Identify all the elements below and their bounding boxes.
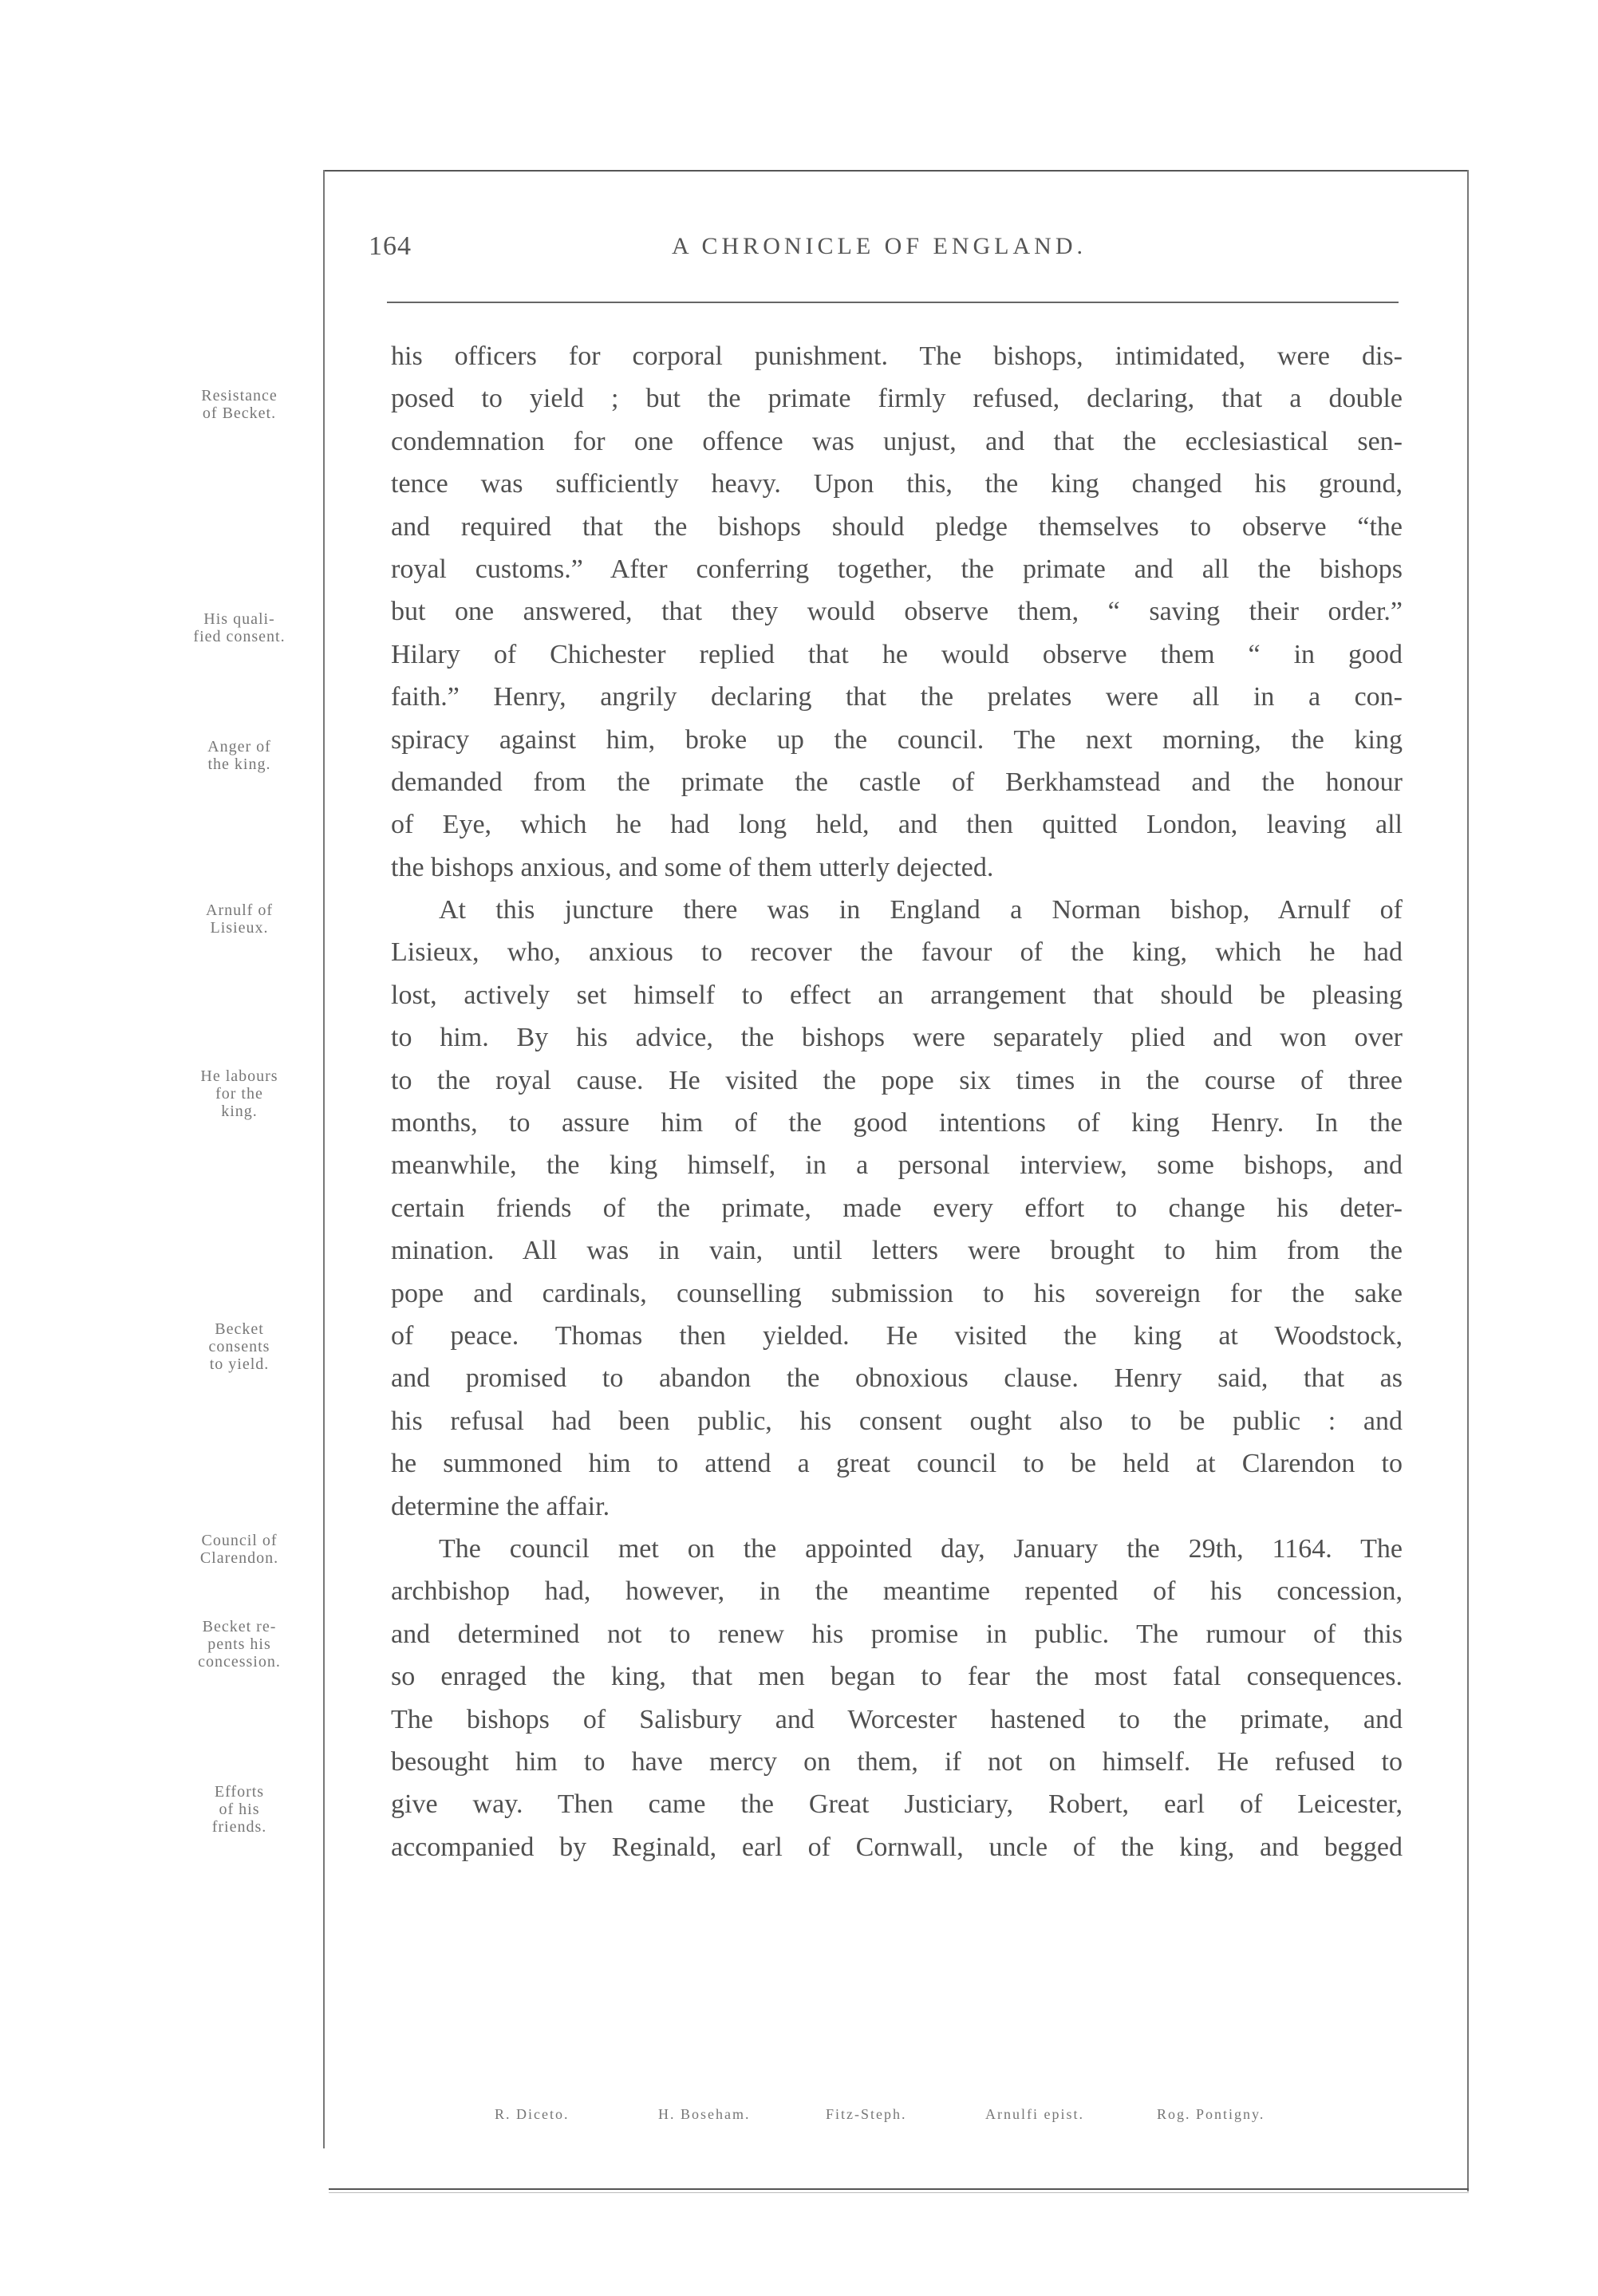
margin-note-line: consents [208, 1338, 270, 1355]
text-line: Hilary of Chichester replied that he would observe them “ in good [391, 639, 1403, 669]
text-line: but one answered, that they would observe them, “ saving their order.” [391, 597, 1403, 627]
text-line: and required that the bishops should pledge themselves to observe “the [391, 511, 1403, 542]
margin-note-line: Efforts [214, 1783, 265, 1801]
text-line: condemnation for one offence was unjust, and that the ecclesiastical sen- [391, 426, 1403, 456]
margin-note-line: His quali- [203, 610, 275, 628]
margin-note-resistance-of-becket [160, 387, 319, 422]
text-line: faith.” Henry, angrily declaring that the prelates were all in a con- [391, 682, 1403, 712]
margin-note-line: concession. [198, 1653, 281, 1671]
margin-note-line: of his [219, 1801, 260, 1818]
margin-note-line: friends. [211, 1818, 267, 1836]
text-line: mination. All was in vain, until letters were brought to him from the [391, 1236, 1403, 1266]
margin-note-line: Becket [215, 1320, 264, 1338]
margin-note-line: Anger of [207, 738, 271, 755]
running-head: A CHRONICLE OF ENGLAND. [672, 233, 1087, 259]
text-line: months, to assure him of the good intentions of king Henry. In the [391, 1108, 1403, 1138]
text-line: of peace. Thomas then yielded. He visited the king at Woodstock, [391, 1320, 1403, 1351]
frame-bottom-border [329, 2188, 1469, 2190]
text-line: of Eye, which he had long held, and then quitted London, leaving all [391, 810, 1403, 840]
footer-source: Rog. Pontigny. [1157, 2106, 1265, 2122]
text-line: royal customs.” After conferring together, the primate and all the bishops [391, 554, 1403, 584]
margin-note-line: Clarendon. [199, 1549, 279, 1567]
footer-source: H. Boseham. [658, 2106, 751, 2122]
text-line: certain friends of the primate, made every effort to change his deter- [391, 1193, 1403, 1223]
text-line: tence was sufficiently heavy. Upon this, the king changed his ground, [391, 469, 1403, 499]
margin-note-line: to yield. [209, 1355, 270, 1373]
footer-source: R. Diceto. [495, 2106, 570, 2122]
text-line: Lisieux, who, anxious to recover the favour of the king, which he had [391, 937, 1403, 968]
text-line: The bishops of Salisbury and Worcester hastened to the primate, and [391, 1704, 1403, 1734]
page-number: 164 [369, 231, 412, 261]
text-line: posed to yield ; but the primate firmly refused, declaring, that a double [391, 384, 1403, 414]
text-line: besought him to have mercy on them, if not on himself. He refused to [391, 1746, 1403, 1777]
margin-note-line: of Becket. [202, 404, 277, 422]
margin-note-efforts-of-friends [160, 1783, 319, 1836]
footer-source: Arnulfi epist. [985, 2106, 1084, 2122]
text-line: give way. Then came the Great Justiciary, Robert, earl of Leicester, [391, 1789, 1403, 1820]
margin-note-line: king. [221, 1103, 258, 1120]
margin-note-line: Council of [201, 1532, 278, 1549]
text-line: determine the affair. [391, 1491, 610, 1521]
margin-note-line: for the [215, 1085, 263, 1103]
text-line: pope and cardinals, counselling submission to his sovereign for the sake [391, 1278, 1403, 1308]
text-line: he summoned him to attend a great council to be held at Clarendon to [391, 1449, 1403, 1479]
text-line: archbishop had, however, in the meantime repented of his concession, [391, 1576, 1403, 1607]
text-line: and determined not to renew his promise in public. The rumour of this [391, 1619, 1403, 1649]
margin-note-labours-for-the-king [160, 1067, 319, 1120]
frame-top-border [323, 170, 1469, 172]
text-line: meanwhile, the king himself, in a personal interview, some bishops, and [391, 1150, 1403, 1181]
text-line: to him. By his advice, the bishops were separately plied and won over [391, 1023, 1403, 1053]
text-line: his officers for corporal punishment. The bishops, intimidated, were dis- [391, 341, 1403, 371]
body-text [391, 335, 1403, 1868]
text-line: to the royal cause. He visited the pope six times in the course of three [391, 1065, 1403, 1095]
header-rule [387, 302, 1399, 303]
margin-note-qualified-consent [160, 610, 319, 645]
text-line: and promised to abandon the obnoxious clause. Henry said, that as [391, 1363, 1403, 1394]
text-line: so enraged the king, that men began to fear the most fatal consequences. [391, 1662, 1403, 1692]
margin-note-line: fied consent. [193, 628, 286, 645]
margin-note-arnulf-of-lisieux [160, 901, 319, 937]
margin-note-line: Resistance [201, 387, 278, 404]
text-line: his refusal had been public, his consent ought also to be public : and [391, 1406, 1403, 1436]
text-line: lost, actively set himself to effect an arrangement that should be pleasing [391, 980, 1403, 1010]
margin-note-anger-of-the-king [160, 738, 319, 773]
text-line: At this juncture there was in England a Norman bishop, Arnulf of [439, 895, 1403, 925]
frame-left-border [323, 170, 325, 2148]
text-line: accompanied by Reginald, earl of Cornwall, uncle of the king, and begged [391, 1832, 1403, 1862]
text-line: the bishops anxious, and some of them utterly dejected. [391, 852, 994, 882]
frame-bottom-shadow [329, 2192, 1469, 2193]
margin-note-line: the king. [207, 755, 271, 773]
margin-note-line: Becket re- [202, 1618, 277, 1635]
margin-note-line: He labours [200, 1067, 278, 1085]
margin-note-line: Lisieux. [210, 919, 269, 937]
text-line: spiracy against him, broke up the council. The next morning, the king [391, 724, 1403, 755]
text-line: demanded from the primate the castle of Berkhamstead and the honour [391, 767, 1403, 797]
margin-note-becket-consents [160, 1320, 319, 1373]
frame-right-border [1467, 170, 1469, 2191]
text-line: The council met on the appointed day, January the 29th, 1164. The [439, 1533, 1403, 1564]
margin-note-council-of-clarendon [160, 1532, 319, 1567]
margin-note-line: pents his [207, 1635, 271, 1653]
margin-note-becket-repents [160, 1618, 319, 1671]
footer-source: Fitz-Steph. [826, 2106, 907, 2122]
margin-note-line: Arnulf of [206, 901, 273, 919]
